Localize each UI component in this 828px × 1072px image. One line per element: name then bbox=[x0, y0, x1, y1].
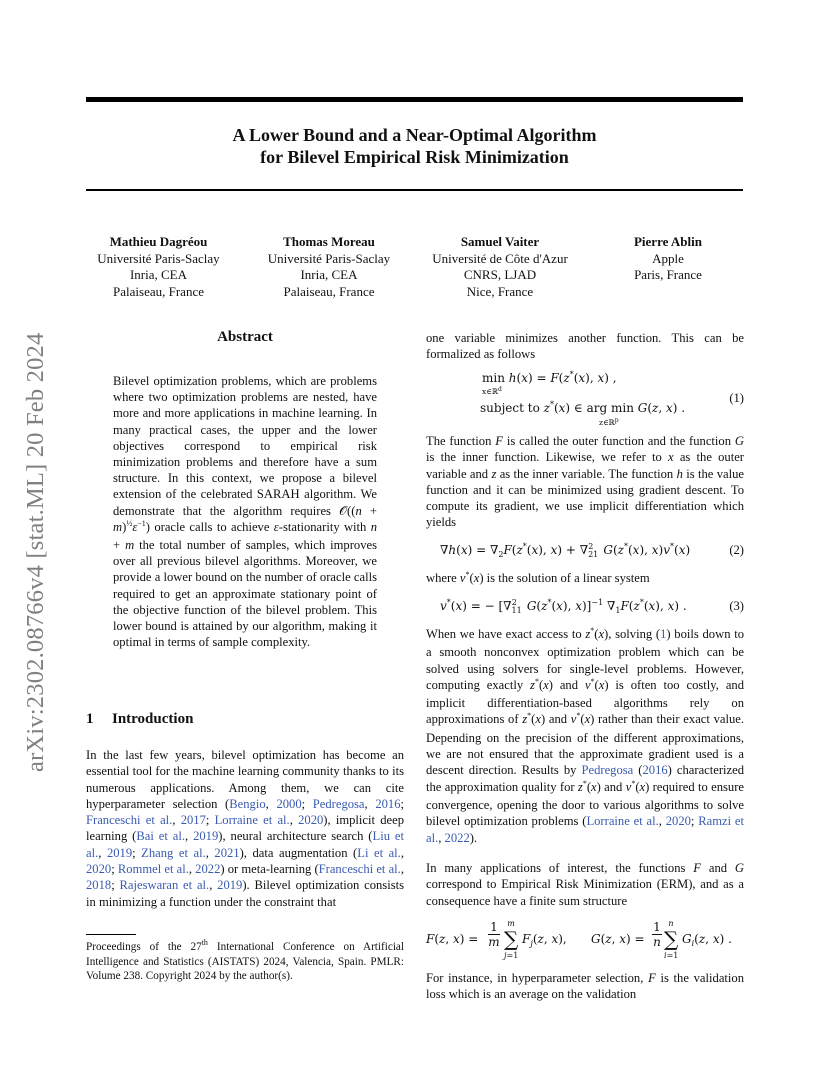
citation-link[interactable]: Liu et al. bbox=[86, 829, 404, 860]
introduction-text: In the last few years, bilevel optimization has become an essential tool for the machine learning community thanks to its numerous applications. Among them, we can cite hyperparameter selection (Bengio, 2000; Pedregosa, 2016; Franceschi et al., 2017; Lorraine et al., 2020), implicit deep learning (Bai et al., 2019), neural architecture search (Liu et al., 2019; Zhang et al., 2021), data augmentation (Li et al., 2020; Rommel et al., 2022) or meta-learning (Franceschi et al., 2018; Rajeswaran et al., 2019). Bilevel optimization consists in minimizing a function under the constraint that bbox=[86, 748, 405, 909]
citation-link[interactable]: 2021 bbox=[214, 845, 240, 860]
citation-link[interactable]: Bai et al. bbox=[136, 829, 186, 844]
author-location: Palaiseau, France bbox=[283, 283, 375, 299]
citation-link[interactable]: Zhang et al. bbox=[141, 845, 206, 860]
footnote-superscript: th bbox=[201, 938, 208, 947]
citation-link[interactable]: 2022 bbox=[195, 862, 221, 877]
citation-link[interactable]: Franceschi et al. bbox=[86, 813, 173, 828]
author-3 bbox=[416, 234, 584, 300]
citation-link[interactable]: 2019 bbox=[106, 845, 133, 860]
citation-link[interactable]: 2018 bbox=[86, 878, 112, 893]
citation-link[interactable]: Bengio bbox=[229, 796, 266, 811]
equation-erm: F(z, x) = 1 m m ∑ j=1 $F_j(z$, x), G(z, x) = 1 n n ∑ i=1 $G_i(z$, x) . bbox=[426, 919, 732, 960]
footnote-rule bbox=[86, 934, 136, 935]
author-affiliation: Université Paris-Saclay bbox=[267, 250, 391, 266]
author-affiliation: Apple bbox=[652, 250, 684, 266]
abstract-body: Bilevel optimization problems, which are problems where two optimization problems are nested, have more and more applications in machine learning. In many practical cases, the upper and the lower objectives correspond to empirical risk minimization problems and therefore have a sum structure. In this context, we propose a bilevel extension of the celebrated SARAH algorithm. We demonstrate that the algorithm requires 𝒪((n + $m)^{\frac{1}{2}}\varepsilon^{-1}$) oracle calls to achieve ε-stationarity with n + m the total number of samples, which improves over all previous bilevel algorithms. Moreover, we provide a lower bound on the number of oracle calls required to get an approximate stationary point of the objective function of the bilevel problem. This lower bound is attained by our algorithm, making it optimal in terms of sample complexity. bbox=[113, 374, 377, 650]
section-heading bbox=[86, 711, 193, 728]
equation-3: v*(x) = − [$\nabla_{11}^2$ G(z*(x), x)]$^{-1}$ $\nabla_1F(z^*(x)$, x) . (3) bbox=[440, 598, 744, 615]
author-location: Nice, France bbox=[466, 283, 534, 299]
footnote bbox=[86, 940, 404, 983]
abstract-heading: Abstract bbox=[217, 329, 273, 345]
citation-link[interactable]: 2022 bbox=[444, 830, 470, 845]
paragraph: one variable minimizes another function. This can be formalized as follows bbox=[426, 331, 744, 362]
author-name: Samuel Vaiter bbox=[460, 234, 540, 249]
citation-link[interactable]: 2016 bbox=[642, 763, 668, 778]
author-4 bbox=[598, 234, 738, 284]
equation-1: min h(x) = F(z*(x), x) , x∈ℝ$^d$ subject to z*(x) ∈ arg min G(z, x) . z∈ℝ$^p$ (1) bbox=[480, 370, 744, 427]
citation-link[interactable]: Pedregosa bbox=[581, 763, 634, 778]
author-name: Thomas Moreau bbox=[283, 234, 375, 249]
citation-link[interactable]: 2019 bbox=[217, 878, 243, 893]
title-top-rule bbox=[86, 97, 743, 102]
citation-link[interactable]: Rommel et al. bbox=[117, 862, 189, 877]
equation-number: (2) bbox=[729, 543, 744, 557]
author-affiliation: Université Paris-Saclay bbox=[97, 250, 220, 266]
paragraph: In many applications of interest, the functions F and G correspond to Empirical Risk Minimization (ERM), and as a consequence have a finite sum structure bbox=[426, 861, 745, 908]
citation-link[interactable]: Li et al. bbox=[357, 845, 401, 860]
citation-link[interactable]: 2020 bbox=[665, 814, 691, 829]
equation-number: (1) bbox=[729, 391, 744, 405]
citation-link[interactable]: 2000 bbox=[276, 796, 302, 811]
title-line-1: A Lower Bound and a Near-Optimal Algorithm bbox=[232, 125, 597, 145]
author-affiliation: Université de Côte d'Azur bbox=[432, 250, 568, 266]
paper-title bbox=[86, 124, 743, 168]
citation-link[interactable]: Rajeswaran et al. bbox=[119, 878, 210, 893]
footnote-text: Proceedings of the 27 bbox=[86, 941, 202, 953]
paragraph: The function F is called the outer function and the function G is the inner function. Likewise, we refer to x as the outer variable and z as the inner variable. The function h is the value function and it can be minimized using gradient descent. To compute its gradient, we use implicit differentiation which yields bbox=[426, 434, 744, 530]
author-1 bbox=[86, 234, 231, 300]
arxiv-stamp: arXiv:2302.08766v4 [stat.ML] 20 Feb 2024 bbox=[22, 332, 49, 772]
author-location: Paris, France bbox=[634, 267, 702, 282]
author-name: Pierre Ablin bbox=[633, 234, 702, 249]
equation-2: $\nabla h(x) = \nabla_2F(z^*(x)$, $x) + \nabla_{21}^2$ G(z*(x), x)v*(x) (2) bbox=[440, 542, 744, 559]
author-2 bbox=[243, 234, 415, 300]
title-line-2: for Bilevel Empirical Risk Minimization bbox=[260, 147, 569, 167]
section-title: Introduction bbox=[112, 711, 194, 727]
author-location: Palaiseau, France bbox=[113, 283, 204, 299]
citation-link[interactable]: 2016 bbox=[375, 796, 401, 811]
citation-link[interactable]: Ramzi et al. bbox=[426, 814, 744, 845]
citation-link[interactable]: Pedregosa bbox=[312, 796, 365, 811]
citation-link[interactable]: Lorraine et al. bbox=[214, 813, 290, 828]
paragraph: When we have exact access to z*(x), solving (1) boils down to a smooth nonconvex optimization problem which can be solved using solvers for single-level problems. However, computing exactly z*(x) and v*(x) is often too costly, and implicit differentiation-based algorithms rely on approximations of z*(x) and v*(x) rather than their exact value. Depending on the precision of the different approximations, we are not ensured that the approximate gradient used is a descent direction. Results by Pedregosa (2016) characterized the approximation quality for z*(x) and v*(x) required to ensure convergence, opening the door to various algorithms to solve bilevel optimization problems (Lorraine et al., 2020; Ramzi et al., 2022). bbox=[426, 626, 745, 845]
citation-link[interactable]: 2017 bbox=[180, 813, 206, 828]
author-affiliation: CNRS, LJAD bbox=[463, 267, 537, 282]
paragraph: For instance, in hyperparameter selection, F is the validation loss which is an average on the validation bbox=[426, 971, 744, 1002]
footnote-text: International Conference on Artificial Intelligence and Statistics (AISTATS) 2024, Valencia, Spain. PMLR: Volume 238. Copyright 2024 by the author(s). bbox=[86, 941, 404, 982]
citation-link[interactable]: Lorraine et al. bbox=[586, 814, 659, 829]
equation-link[interactable]: 1 bbox=[660, 627, 667, 641]
author-affiliation: Inria, CEA bbox=[300, 267, 358, 282]
title-bottom-rule bbox=[86, 189, 743, 191]
section-number: 1 bbox=[86, 711, 94, 727]
author-affiliation: Inria, CEA bbox=[129, 267, 188, 282]
paragraph: where v*(x) is the solution of a linear system bbox=[426, 570, 650, 585]
equation-number: (3) bbox=[729, 599, 744, 613]
citation-link[interactable]: 2020 bbox=[298, 813, 324, 828]
author-name: Mathieu Dagréou bbox=[109, 234, 208, 249]
citation-link[interactable]: 2020 bbox=[86, 862, 112, 877]
citation-link[interactable]: Franceschi et al. bbox=[318, 862, 401, 877]
citation-link[interactable]: 2019 bbox=[193, 829, 219, 844]
